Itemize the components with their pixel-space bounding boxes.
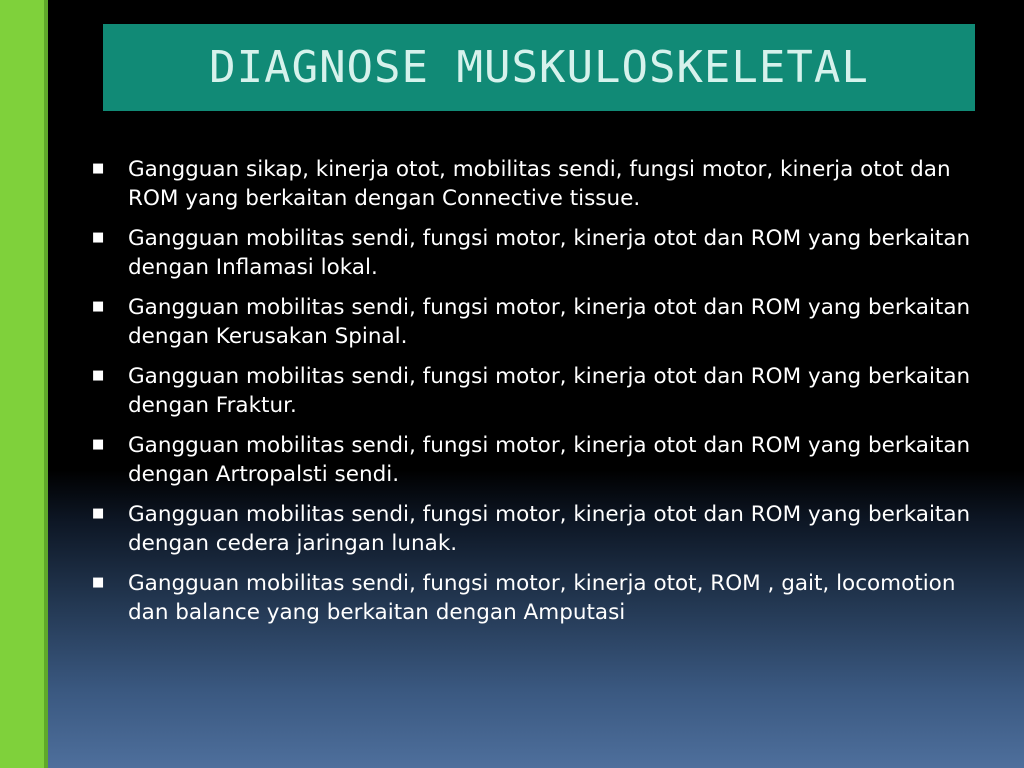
bullet-text: Gangguan mobilitas sendi, fungsi motor, kinerja otot dan ROM yang berkaitan dengan Kerusakan Spinal. [128, 295, 971, 349]
bullet-item [92, 155, 972, 213]
bullet-item [92, 362, 972, 420]
bullet-text: Gangguan sikap, kinerja otot, mobilitas sendi, fungsi motor, kinerja otot dan ROM yang berkaitan dengan Connective tissue. [128, 157, 951, 211]
bullet-text: Gangguan mobilitas sendi, fungsi motor, kinerja otot dan ROM yang berkaitan dengan Artropalsti sendi. [128, 433, 971, 487]
square-bullet-icon: ■ [92, 506, 105, 521]
bullet-item [92, 431, 972, 489]
bullet-text: Gangguan mobilitas sendi, fungsi motor, kinerja otot dan ROM yang berkaitan dengan cedera jaringan lunak. [128, 502, 971, 556]
bullet-item [92, 224, 972, 282]
square-bullet-icon: ■ [92, 437, 105, 452]
bullet-item [92, 569, 972, 627]
bullet-list [92, 155, 972, 638]
slide-title-box [103, 24, 975, 111]
bullet-text: Gangguan mobilitas sendi, fungsi motor, kinerja otot dan ROM yang berkaitan dengan Fraktur. [128, 364, 971, 418]
square-bullet-icon: ■ [92, 230, 105, 245]
bullet-text: Gangguan mobilitas sendi, fungsi motor, kinerja otot, ROM , gait, locomotion dan balance yang berkaitan dengan Amputasi [128, 571, 956, 625]
square-bullet-icon: ■ [92, 368, 105, 383]
square-bullet-icon: ■ [92, 299, 105, 314]
decorative-side-bar [0, 0, 48, 768]
bullet-text: Gangguan mobilitas sendi, fungsi motor, kinerja otot dan ROM yang berkaitan dengan Inflamasi lokal. [128, 226, 971, 280]
square-bullet-icon: ■ [92, 161, 105, 176]
slide-title: DIAGNOSE MUSKULOSKELETAL [209, 42, 869, 93]
bullet-item [92, 293, 972, 351]
bullet-item [92, 500, 972, 558]
square-bullet-icon: ■ [92, 575, 105, 590]
